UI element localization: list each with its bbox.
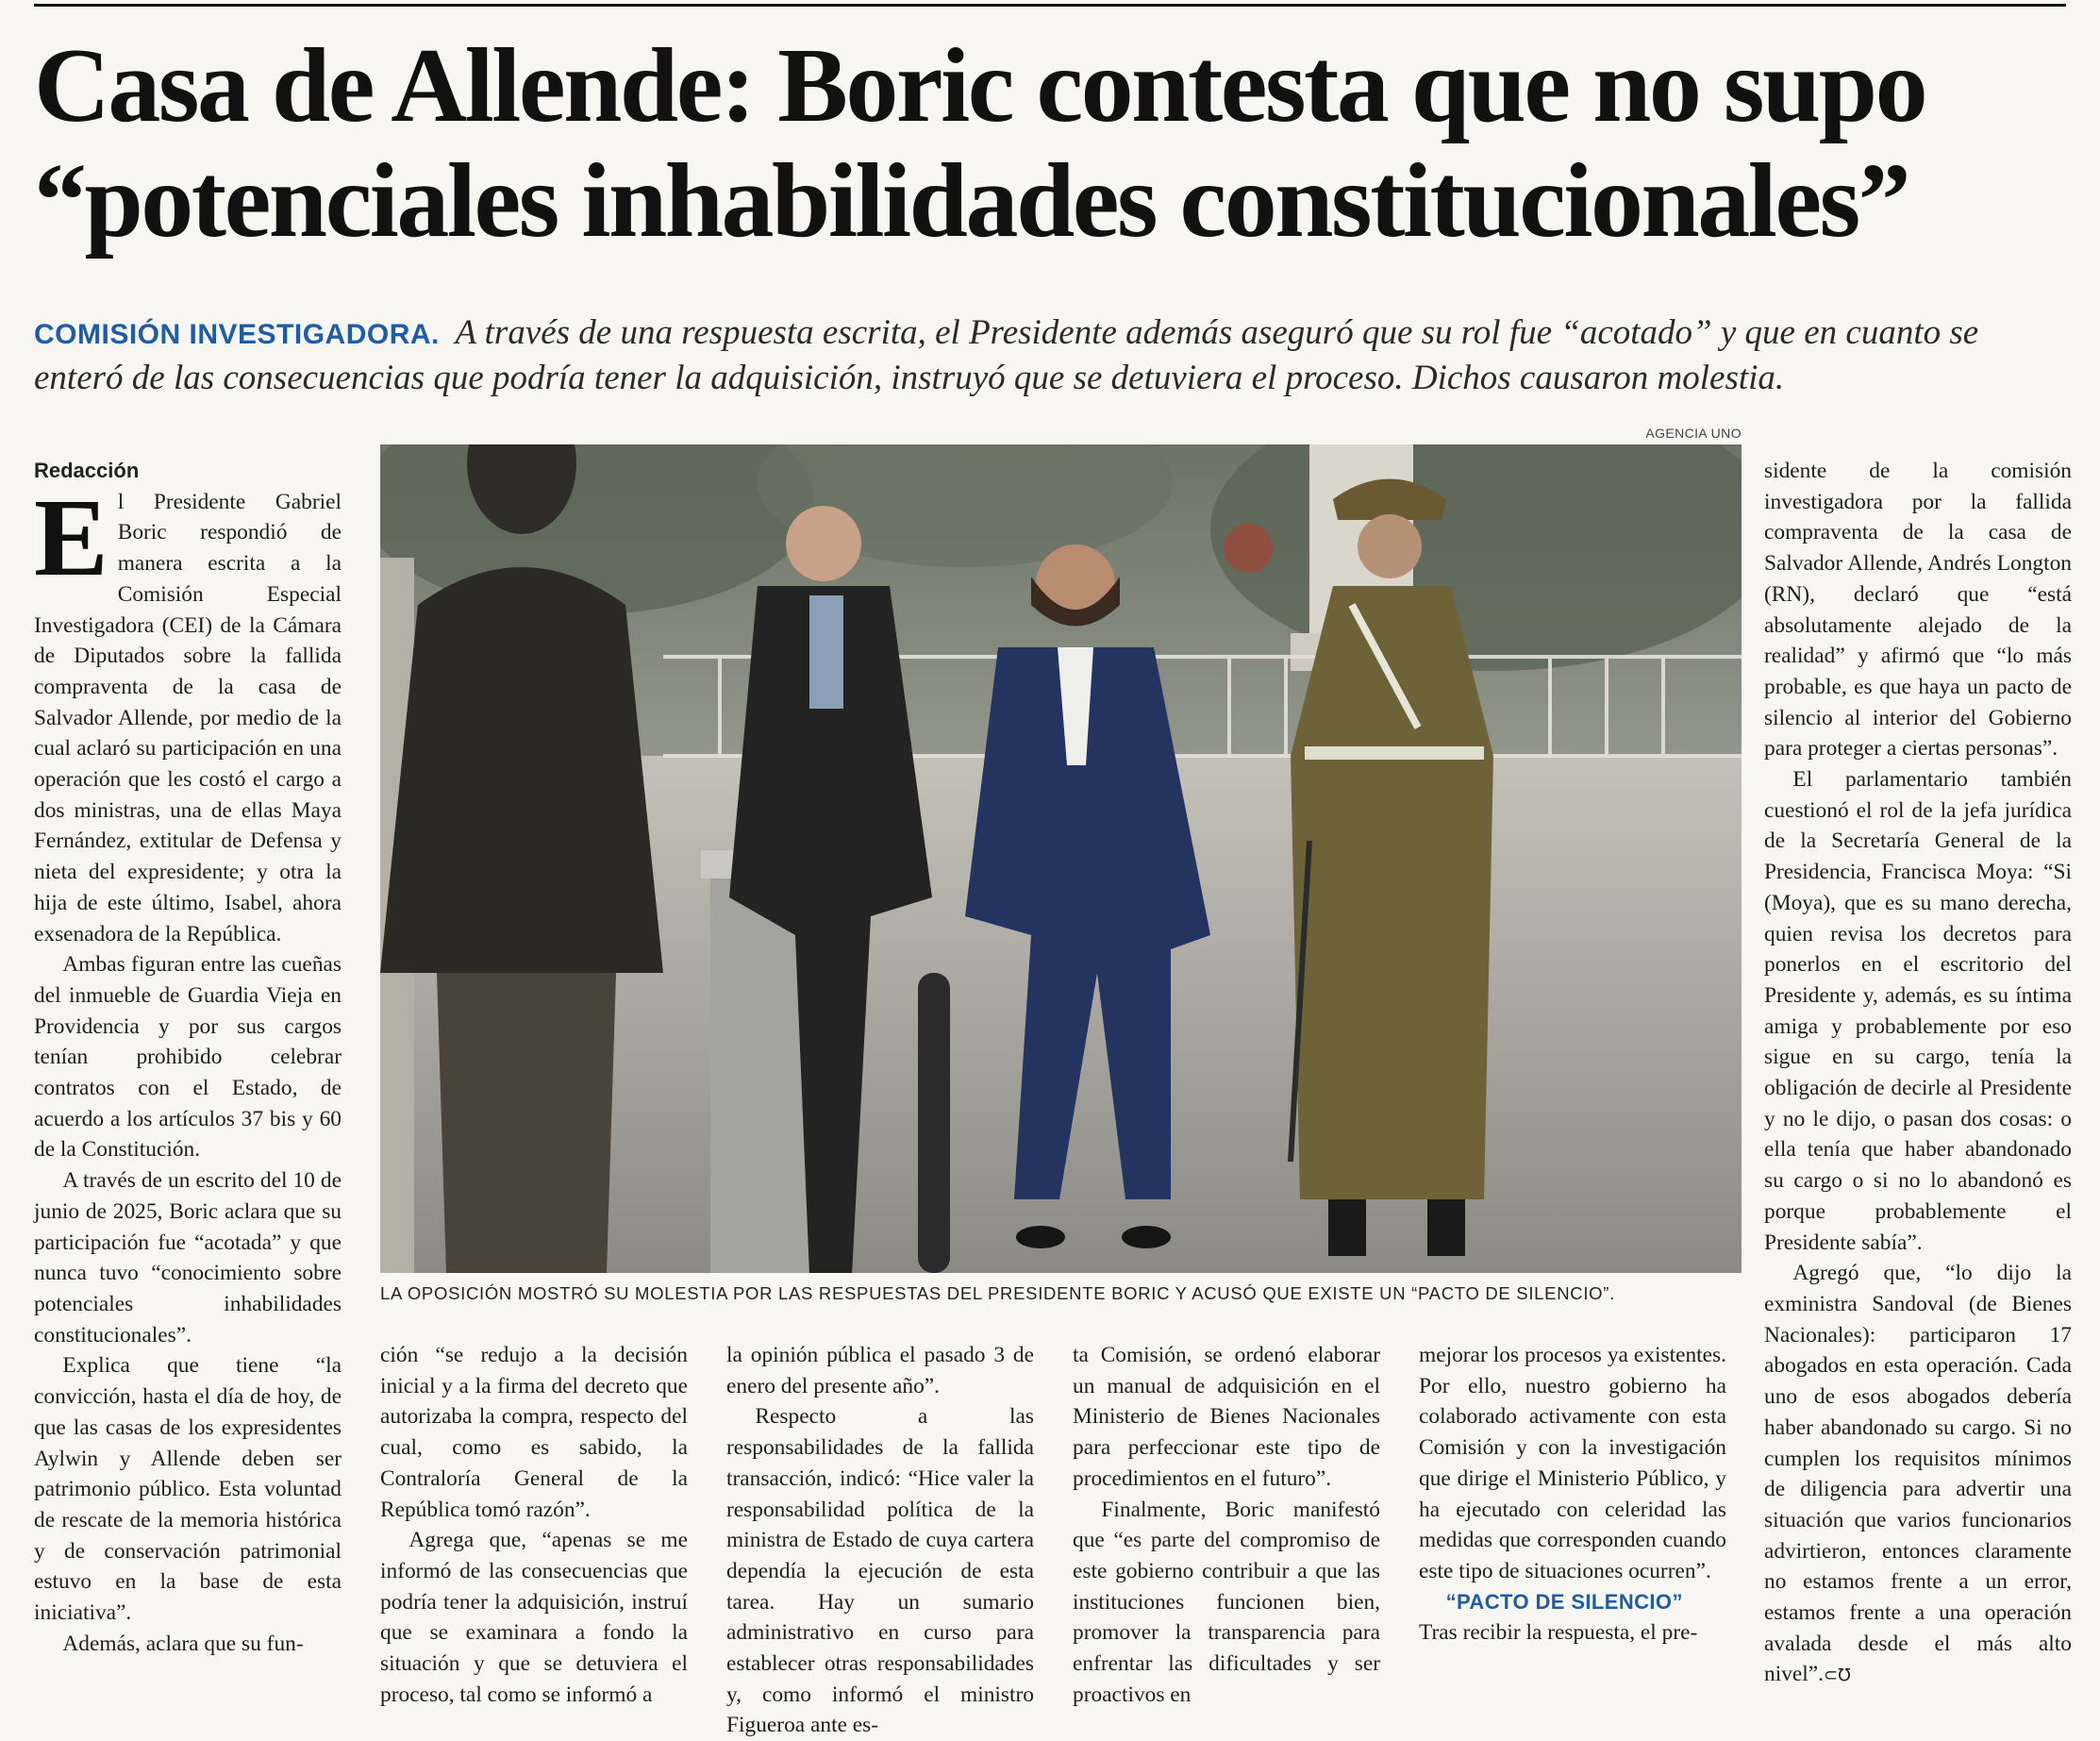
lede-text: A través de una respuesta escrita, el Presidente además aseguró que su rol fue “acotado” y que en cuanto se enteró de las consecuencias que podría tener la adquisición, instruyó que se detuviera el proceso. Dichos causaron molestia. <box>34 313 1979 397</box>
column-1-paragraph-5: Además, aclara que su fun- <box>62 1631 304 1656</box>
column-6-paragraph-1: sidente de la comisión investigadora por la fallida compraventa de la casa de Salvador Allende, Andrés Longton (RN), declaró que “está absolutamente alejado de la realidad” y afirmó que “lo más probable, es que haya un pacto de silencio al interior del Gobierno para proteger a ciertas personas”. <box>1764 459 2072 762</box>
column-1-paragraph-3: A través de un escrito del 10 de junio de 2025, Boric aclara que su participación fue “acotada” y que nunca tuvo “conocimiento sobre potenciales inhabilidades constitucionales”. <box>34 1168 342 1348</box>
lede <box>34 311 2072 400</box>
column-4-paragraph-1: ta Comisión, se ordenó elaborar un manual de adquisición en el Ministerio de Bienes Nacionales para perfeccionar este tipo de procedimientos en el futuro”. <box>1073 1343 1380 1491</box>
news-photo <box>380 444 1742 1273</box>
column-3-paragraph-1: la opinión pública el pasado 3 de enero del presente año”. <box>726 1343 1034 1398</box>
article-column-4 <box>1073 1340 1380 1710</box>
headline-line-2: “potenciales inhabilidades constitucionales” <box>34 142 1909 259</box>
end-mark: ⊂℧ <box>1824 1666 1851 1686</box>
column-5-paragraph-2: Tras recibir la respuesta, el pre- <box>1419 1620 1698 1646</box>
article-column-3 <box>726 1340 1034 1741</box>
article-column-6 <box>1764 456 2072 1692</box>
column-1-paragraph-4: Explica que tiene “la convicción, hasta el día de hoy, de que las casas de los expresidentes Aylwin y Allende deben ser patrimonio público. Esta voluntad de rescate de la memoria histórica y de conservación patrimonial estuvo en la base de esta iniciativa”. <box>34 1353 342 1626</box>
column-6-paragraph-2: El parlamentario también cuestionó el rol de la jefa jurídica de la Secretaría General de la Presidencia, Francisca Moya: “Si (Moya), que es su mano derecha, quien revisa los decretos para ponerlos en el escritorio del Presidente y, además, es su íntima amiga y probablemente por eso sigue en su cargo, tenía la obligación de decirle al Presidente y no le dijo, o pasan dos cosas: o ella tenía que haber abandonado su cargo o si no lo abandonó es porque probablemente el Presidente sabía”. <box>1764 767 2072 1255</box>
lede-kicker: COMISIÓN INVESTIGADORA. <box>34 319 440 350</box>
byline: Redacción <box>34 459 140 482</box>
column-2-paragraph-2: Agrega que, “apenas se me informó de las consecuencias que podría tener la adquisición, instruí que se examinara a fondo la situación y que se detuviera el proceso, tal como se informó a <box>380 1528 688 1707</box>
column-1-paragraph-1: El Presidente Gabriel Boric respondió de manera escrita a la Comisión Especial Investigadora (CEI) de la Cámara de Diputados sobre la fallida compraventa de la casa de Salvador Allende, por medio de la cual aclaró su participación en una operación que les costó el cargo a dos ministras, una de ellas Maya Fernández, extitular de Defensa y nieta del expresidente; y otra la hija de este último, Isabel, ahora exsenadora de la República. <box>34 475 342 946</box>
column-2-paragraph-1: ción “se redujo a la decisión inicial y a la firma del decreto que autorizaba la compra, respecto del cual, como es sabido, la Contraloría General de la República tomó razón”. <box>380 1343 688 1522</box>
column-5-paragraph-1: mejorar los procesos ya existentes. Por ello, nuestro gobierno ha colaborado activamente con esta Comisión y con la investigación que dirige el Ministerio Público, y ha ejecutado con celeridad las medidas que corresponden cuando este tipo de situaciones ocurren”. <box>1419 1343 1726 1583</box>
column-4-paragraph-2: Finalmente, Boric manifestó que “es parte del compromiso de este gobierno contribuir a que las instituciones funcionen bien, promover la transparencia para enfrentar las dificultades y ser proactivos en <box>1073 1497 1380 1707</box>
subhead-pacto-de-silencio: “PACTO DE SILENCIO” <box>1445 1589 1683 1614</box>
headline-line-1: Casa de Allende: Boric contesta que no supo <box>34 27 1926 144</box>
column-3-paragraph-2: Respecto a las responsabilidades de la fallida transacción, indicó: “Hice valer la responsabilidad política de la ministra de Estado de cuya cartera dependía la ejecución de esta tarea. Hay un sumario administrativo en curso para establecer otras responsabilidades y, como informó el ministro Figueroa ante es- <box>726 1404 1034 1738</box>
article-column-1 <box>34 456 342 1659</box>
photo-credit: AGENCIA UNO <box>1645 426 1742 441</box>
dropcap: E <box>34 475 108 599</box>
article-column-5 <box>1419 1340 1726 1649</box>
photo-caption: LA OPOSICIÓN MOSTRÓ SU MOLESTIA POR LAS RESPUESTAS DEL PRESIDENTE BORIC Y ACUSÓ QUE EXISTE UN “PACTO DE SILENCIO”. <box>380 1283 1615 1303</box>
top-rule <box>34 4 2066 7</box>
column-1-paragraph-2: Ambas figuran entre las cueñas del inmueble de Guardia Vieja en Providencia y por sus cargos tenían prohibido celebrar contratos con el Estado, de acuerdo a los artículos 37 bis y 60 de la Constitución. <box>34 952 342 1163</box>
article-column-2 <box>380 1340 688 1710</box>
headline <box>34 28 2072 259</box>
column-6-paragraph-3: Agregó que, “lo dijo la exministra Sandoval (de Bienes Nacionales): participaron 17 abogados en esta operación. Cada uno de esos abogados debería haber abandonado su cargo. Si no cumplen los requisitos mínimos de diligencia para advertir una situación que varios funcionarios advirtieron, entonces claramente no estamos frente a un error, estamos frente a una operación avalada desde el más alto nivel”.⊂℧ <box>1764 1261 2072 1687</box>
